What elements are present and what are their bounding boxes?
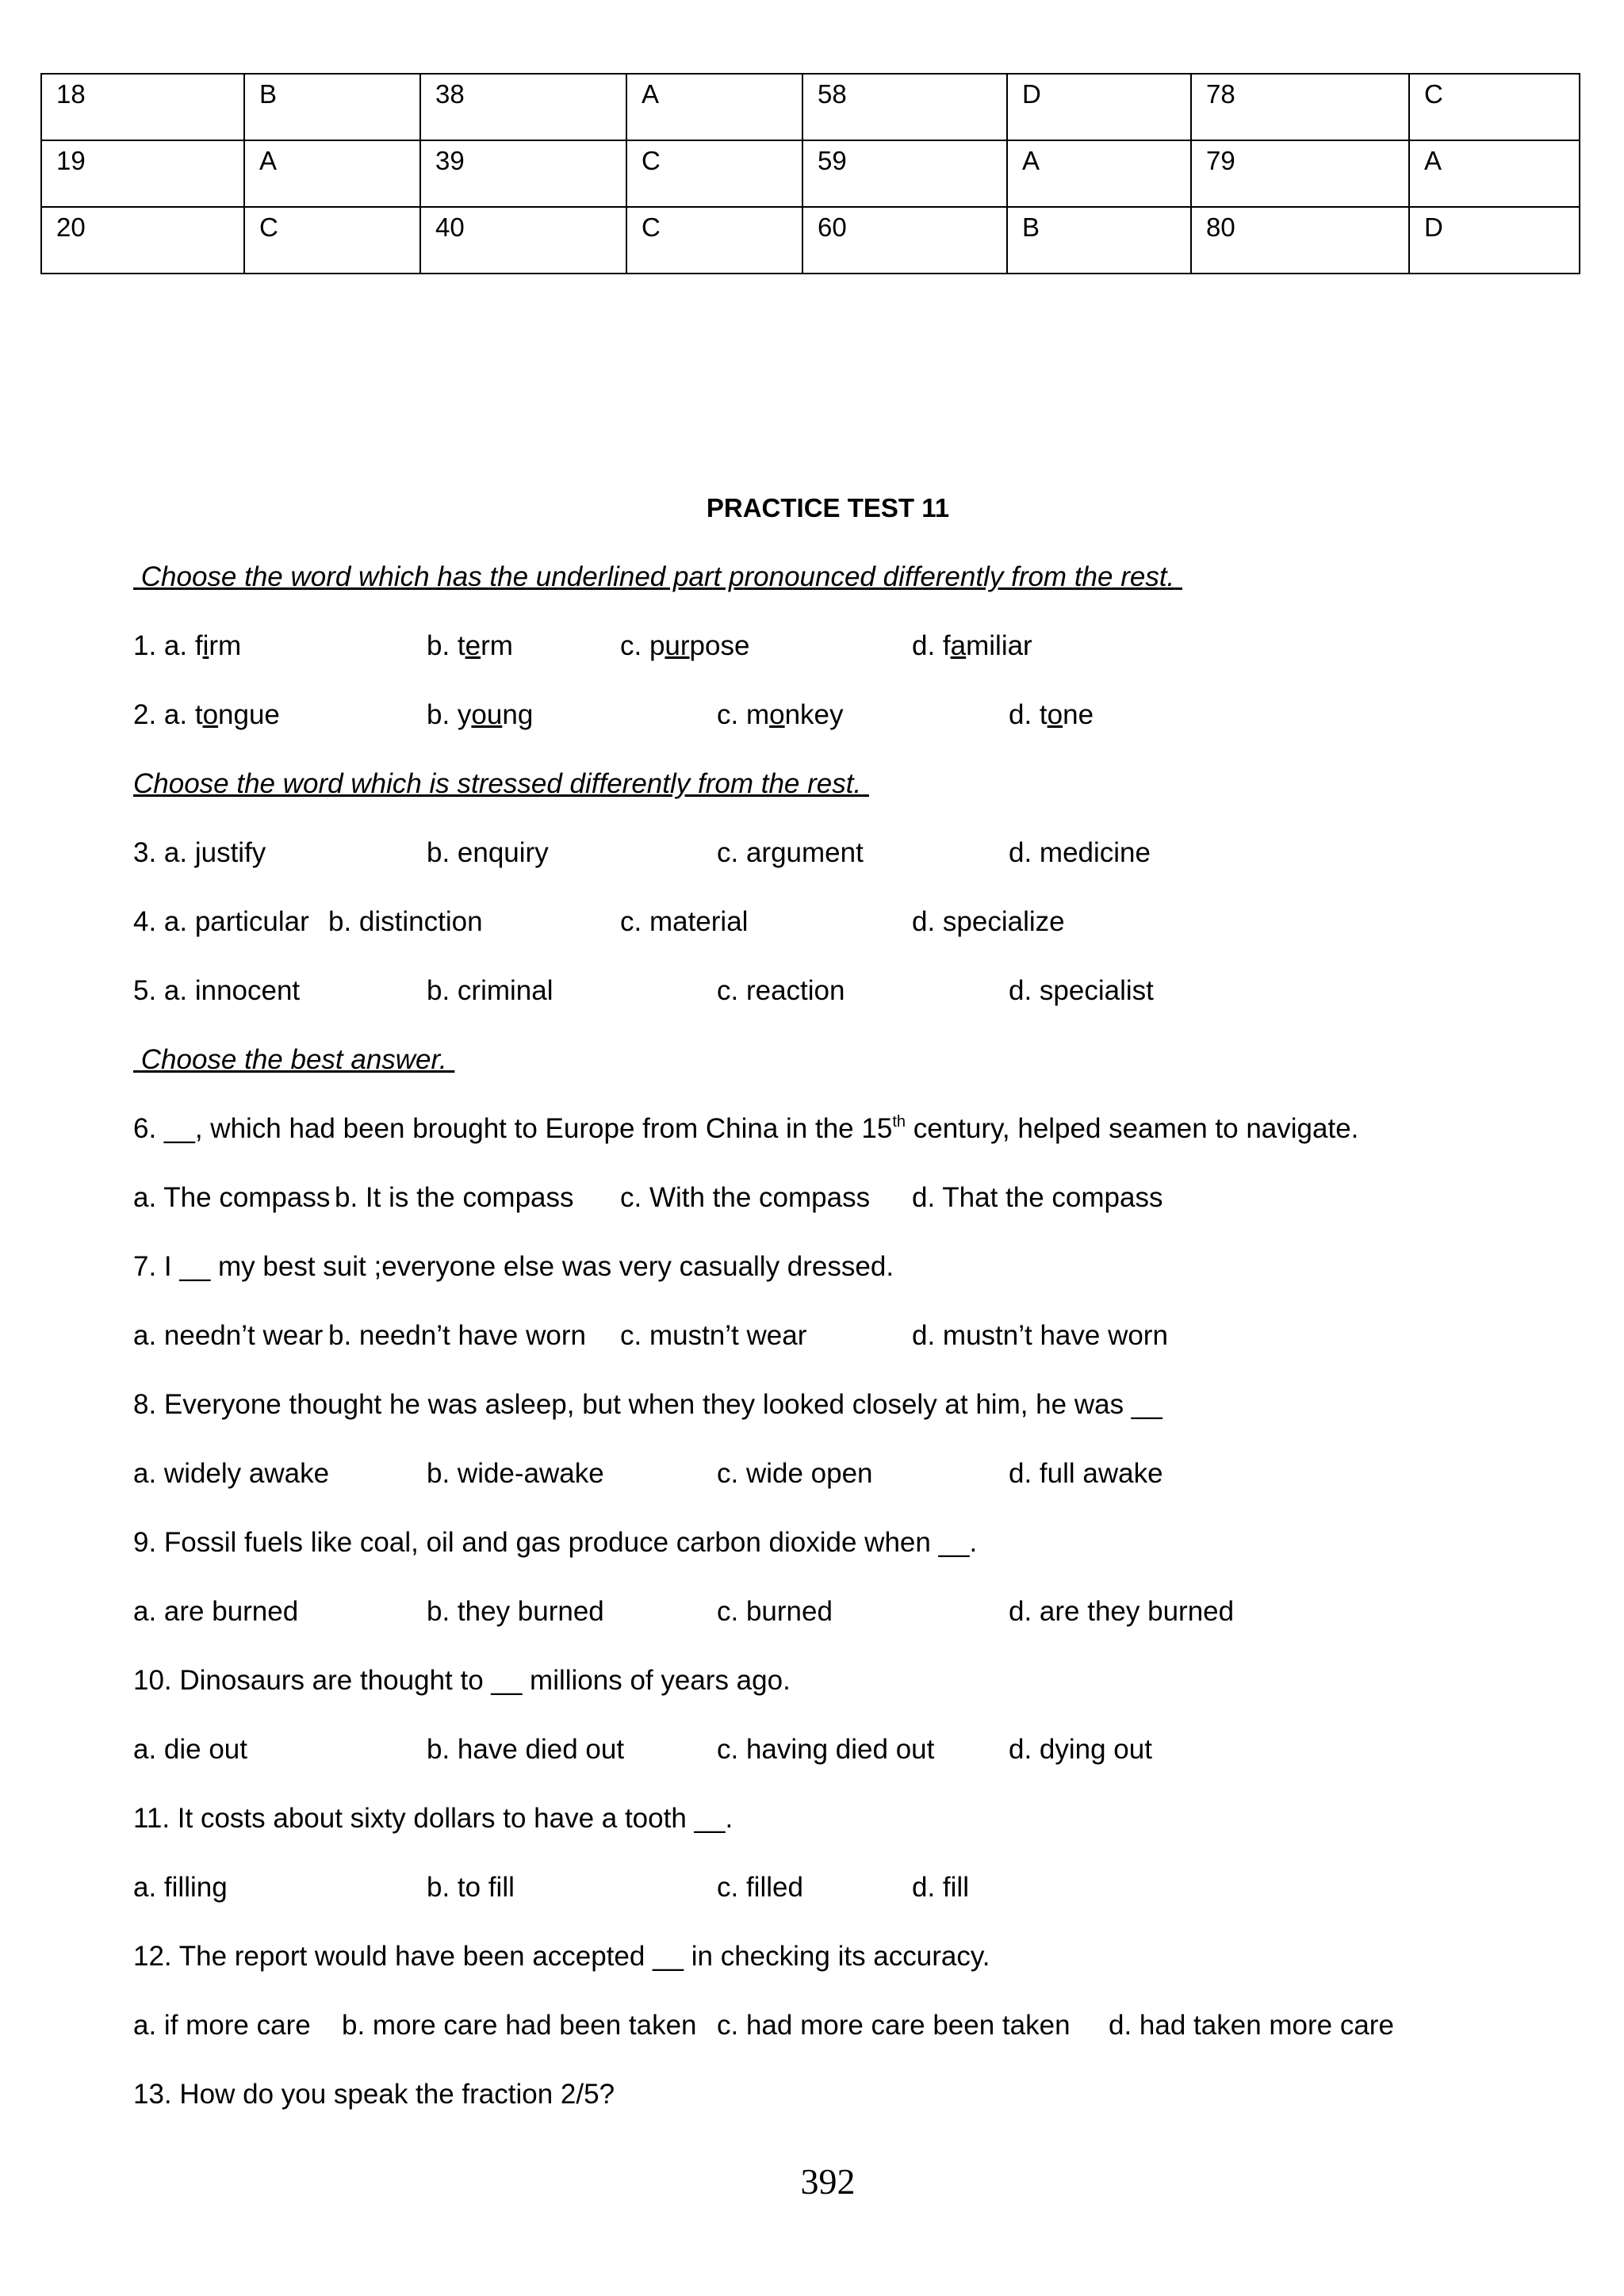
question-11-stem: 11. It costs about sixty dollars to have a tooth __. bbox=[133, 1803, 733, 1834]
question-10-stem: 10. Dinosaurs are thought to __ millions of years ago. bbox=[133, 1665, 791, 1696]
answer-letter-cell: A bbox=[1007, 140, 1191, 207]
option-b: b. term bbox=[427, 630, 513, 661]
option-d: d. are they burned bbox=[1009, 1596, 1235, 1627]
answer-letter-cell: A bbox=[1409, 140, 1580, 207]
option-a: 3. a. justify bbox=[133, 837, 266, 868]
option-b: b. they burned bbox=[427, 1596, 604, 1627]
option-c: c. With the compass bbox=[620, 1182, 871, 1213]
option-c: c. purpose bbox=[620, 630, 750, 661]
option-a: 1. a. firm bbox=[133, 630, 242, 661]
option-c: c. monkey bbox=[717, 699, 844, 730]
instruction-stress bbox=[133, 767, 869, 802]
option-c: c. mustn’t wear bbox=[620, 1320, 807, 1351]
option-b: b. wide-awake bbox=[427, 1458, 604, 1489]
option-d: d. dying out bbox=[1009, 1734, 1152, 1765]
answer-letter-cell: C bbox=[244, 207, 420, 274]
answer-letter-cell: C bbox=[626, 207, 802, 274]
option-c: c. reaction bbox=[717, 975, 845, 1006]
question-number-cell: 39 bbox=[420, 140, 626, 207]
option-d: d. specialist bbox=[1009, 975, 1154, 1006]
option-b: b. It is the compass bbox=[335, 1182, 574, 1213]
answer-letter-cell: C bbox=[626, 140, 802, 207]
option-b: b. distinction bbox=[328, 906, 483, 937]
question-6-stem: 6. __, which had been brought to Europe from China in the 15th century, helped seamen to navigate. bbox=[133, 1113, 1359, 1144]
question-number-cell: 38 bbox=[420, 74, 626, 140]
option-d: d. mustn’t have worn bbox=[912, 1320, 1168, 1351]
option-a: a. die out bbox=[133, 1734, 247, 1765]
option-d: d. tone bbox=[1009, 699, 1094, 730]
option-b: b. young bbox=[427, 699, 534, 730]
option-c: c. material bbox=[620, 906, 749, 937]
instruction-text: Choose the word which has the underlined part pronounced differently from the rest. bbox=[140, 561, 1175, 592]
answer-letter-cell: B bbox=[244, 74, 420, 140]
option-b: b. to fill bbox=[427, 1872, 515, 1903]
option-a: 5. a. innocent bbox=[133, 975, 301, 1006]
question-number-cell: 60 bbox=[802, 207, 1007, 274]
answer-letter-cell: A bbox=[626, 74, 802, 140]
option-b: b. more care had been taken bbox=[342, 2010, 697, 2041]
question-number-cell: 58 bbox=[802, 74, 1007, 140]
option-a: a. are burned bbox=[133, 1596, 299, 1627]
question-number-cell: 20 bbox=[41, 207, 244, 274]
answer-letter-cell: D bbox=[1007, 74, 1191, 140]
question-number-cell: 18 bbox=[41, 74, 244, 140]
table-row bbox=[41, 207, 1580, 274]
answer-letter-cell: D bbox=[1409, 207, 1580, 274]
instruction-pronunciation bbox=[133, 560, 1182, 595]
question-13-stem: 13. How do you speak the fraction 2/5? bbox=[133, 2079, 615, 2110]
option-d: d. familiar bbox=[912, 630, 1032, 661]
instruction-text: Choose the best answer. bbox=[140, 1044, 447, 1075]
answer-letter-cell: B bbox=[1007, 207, 1191, 274]
page-title: PRACTICE TEST 11 bbox=[706, 493, 950, 522]
option-a: a. widely awake bbox=[133, 1458, 330, 1489]
option-b: b. enquiry bbox=[427, 837, 549, 868]
question-number-cell: 80 bbox=[1191, 207, 1409, 274]
question-number-cell: 19 bbox=[41, 140, 244, 207]
option-a: 4. a. particular bbox=[133, 906, 309, 937]
option-d: d. medicine bbox=[1009, 837, 1151, 868]
option-d: d. full awake bbox=[1009, 1458, 1163, 1489]
question-9-stem: 9. Fossil fuels like coal, oil and gas produce carbon dioxide when __. bbox=[133, 1527, 978, 1558]
option-d: d. specialize bbox=[912, 906, 1065, 937]
option-a: a. The compass bbox=[133, 1182, 331, 1213]
option-a: 2. a. tongue bbox=[133, 699, 280, 730]
option-d: d. That the compass bbox=[912, 1182, 1163, 1213]
option-b: b. needn’t have worn bbox=[328, 1320, 586, 1351]
question-7-stem: 7. I __ my best suit ;everyone else was very casually dressed. bbox=[133, 1251, 894, 1282]
question-number-cell: 40 bbox=[420, 207, 626, 274]
answer-letter-cell: A bbox=[244, 140, 420, 207]
page-number: 392 bbox=[800, 2161, 856, 2202]
question-8-stem: 8. Everyone thought he was asleep, but when they looked closely at him, he was __ bbox=[133, 1389, 1162, 1420]
question-12-stem: 12. The report would have been accepted __ in checking its accuracy. bbox=[133, 1941, 990, 1972]
instruction-text: Choose the word which is stressed differently from the rest. bbox=[133, 768, 862, 799]
option-a: a. if more care bbox=[133, 2010, 311, 2041]
option-a: a. needn’t wear bbox=[133, 1320, 324, 1351]
instruction-best-answer bbox=[133, 1043, 454, 1077]
option-c: c. burned bbox=[717, 1596, 833, 1627]
table-row bbox=[41, 140, 1580, 207]
option-b: b. criminal bbox=[427, 975, 553, 1006]
question-number-cell: 79 bbox=[1191, 140, 1409, 207]
option-d: d. fill bbox=[912, 1872, 969, 1903]
question-number-cell: 59 bbox=[802, 140, 1007, 207]
option-c: c. argument bbox=[717, 837, 864, 868]
option-c: c. having died out bbox=[717, 1734, 935, 1765]
option-b: b. have died out bbox=[427, 1734, 625, 1765]
table-row bbox=[41, 74, 1580, 140]
option-c: c. filled bbox=[717, 1872, 803, 1903]
question-number-cell: 78 bbox=[1191, 74, 1409, 140]
option-d: d. had taken more care bbox=[1109, 2010, 1394, 2041]
option-c: c. wide open bbox=[717, 1458, 873, 1489]
answer-letter-cell: C bbox=[1409, 74, 1580, 140]
answer-table bbox=[40, 73, 1580, 274]
option-a: a. filling bbox=[133, 1872, 228, 1903]
option-c: c. had more care been taken bbox=[717, 2010, 1071, 2041]
